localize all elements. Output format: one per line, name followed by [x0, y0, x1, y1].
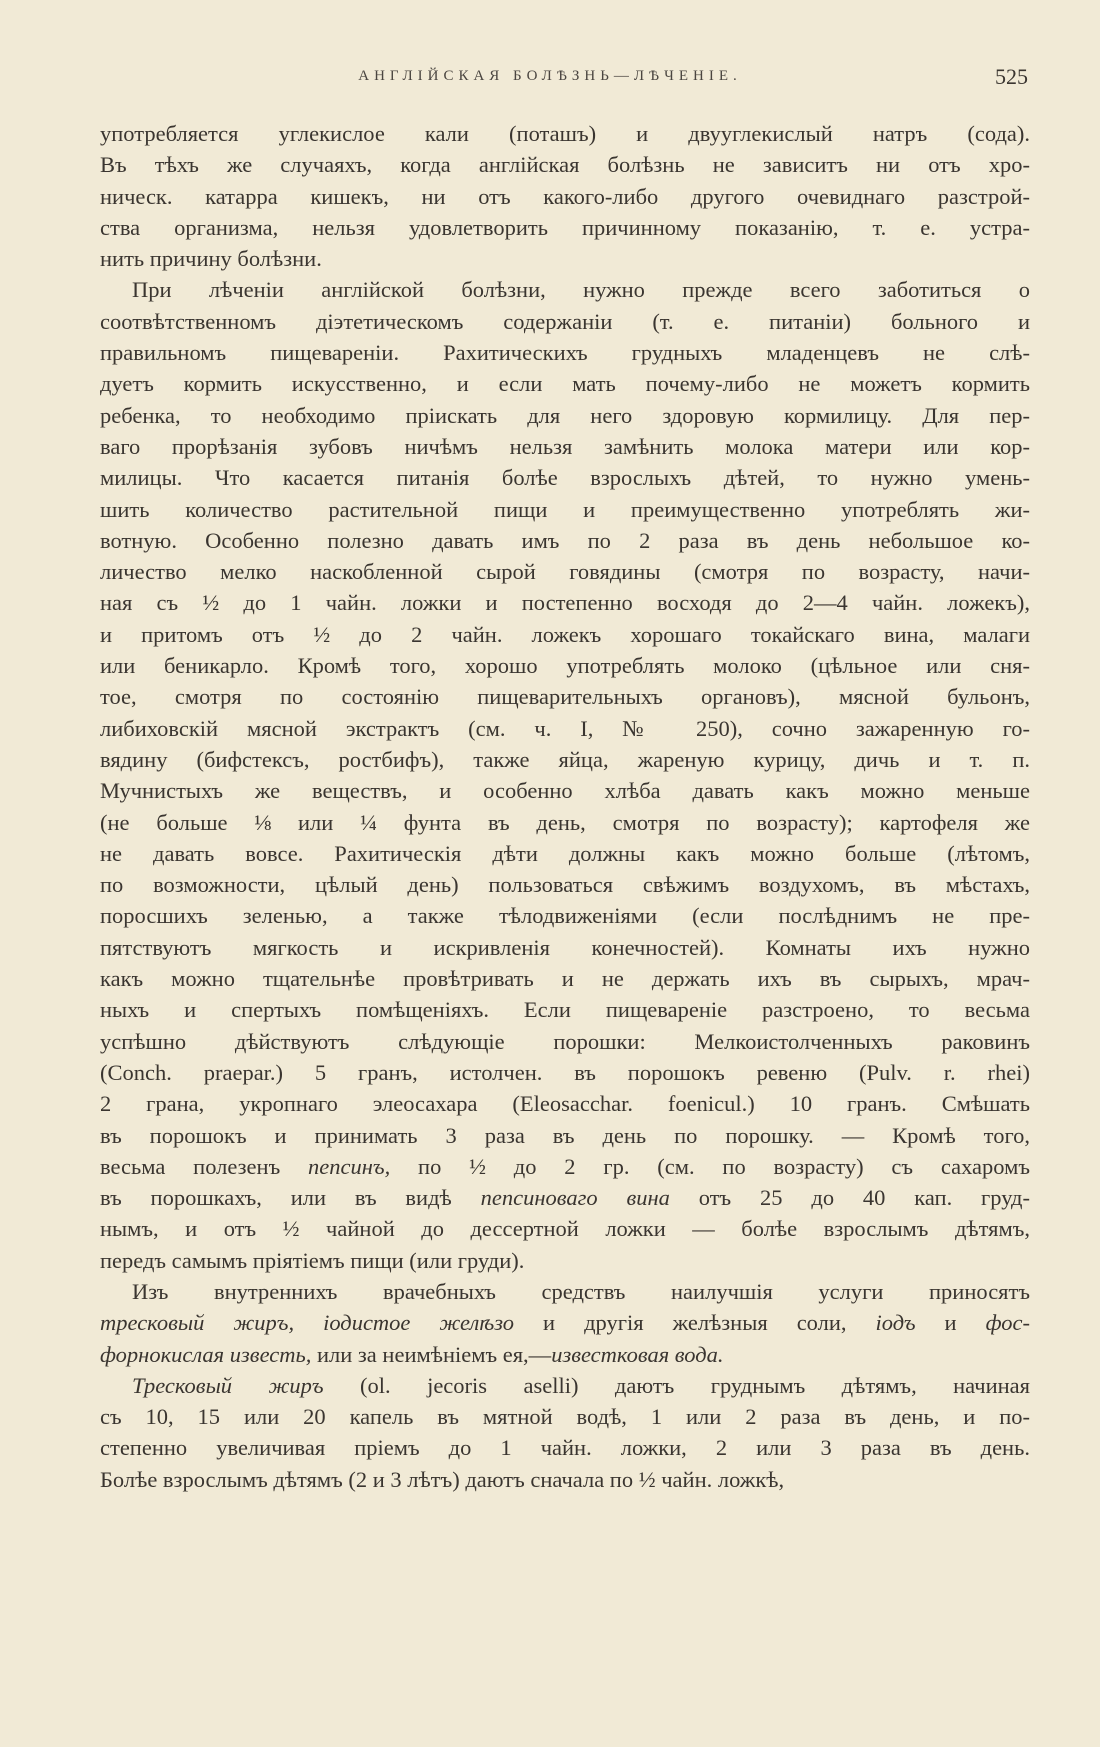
text-run: въ порошкахъ, или въ видѣ — [100, 1185, 481, 1211]
text-run: не давать вовсе. Рахитическія дѣти должны какъ можно больше (лѣтомъ, — [100, 840, 1030, 866]
text-run: и притомъ отъ ½ до 2 чайн. ложекъ хорошаго токайскаго вина, малаги — [100, 621, 1030, 647]
page-number: 525 — [995, 64, 1028, 89]
text-run: нымъ, и отъ ½ чайной до дессертной ложки — болѣе взрослымъ дѣтямъ, — [100, 1216, 1030, 1242]
text-line — [100, 118, 1030, 149]
text-run: (ol. jecoris aselli) даютъ груднымъ дѣтямъ, начиная — [323, 1372, 1030, 1398]
paragraph — [100, 274, 1030, 1276]
text-run: (Conch. praepar.) 5 гранъ, истолчен. въ порошокъ ревеню (Pulv. r. rhei) — [100, 1059, 1030, 1085]
italic-run: форнокислая известь, — [100, 1341, 312, 1367]
text-run: ства организма, нельзя удовлетворить причинному показанію, т. е. устра- — [100, 214, 1030, 240]
text-line — [100, 650, 1030, 681]
text-run: или беникарло. Кромѣ того, хорошо употреблять молоко (цѣльное или сня- — [100, 653, 1030, 679]
text-run: поросшихъ зеленью, а также тѣлодвиженіями (если послѣднимъ не пре- — [100, 903, 1030, 929]
text-run: ныхъ и спертыхъ помѣщеніяхъ. Если пищевареніе разстроено, то весьма — [100, 997, 1030, 1023]
text-line — [100, 587, 1030, 618]
text-line — [100, 619, 1030, 650]
text-line — [100, 744, 1030, 775]
text-run: нить причину болѣзни. — [100, 246, 322, 272]
text-line — [100, 400, 1030, 431]
text-line — [100, 368, 1030, 399]
text-line — [100, 900, 1030, 931]
text-line — [100, 1182, 1030, 1213]
italic-run: фос- — [985, 1310, 1030, 1336]
text-line — [100, 181, 1030, 212]
text-line — [100, 494, 1030, 525]
text-line — [100, 149, 1030, 180]
text-run: ническ. катарра кишекъ, ни отъ какого-либо другого очевиднаго разстрой- — [100, 183, 1030, 209]
text-run: въ порошокъ и принимать 3 раза въ день по порошку. — Кромѣ того, — [100, 1122, 1030, 1148]
text-line — [100, 838, 1030, 869]
text-line — [100, 1088, 1030, 1119]
text-line — [100, 1307, 1030, 1338]
text-line — [100, 1057, 1030, 1088]
text-run: Изъ внутреннихъ врачебныхъ средствъ наилучшія услуги приносятъ — [132, 1278, 1030, 1304]
text-run: успѣшно дѣйствуютъ слѣдующіе порошки: Мелкоистолченныхъ раковинъ — [100, 1028, 1030, 1054]
text-run: милицы. Что касается питанія болѣе взрослыхъ дѣтей, то нужно умень- — [100, 465, 1030, 491]
text-run: соотвѣтственномъ діэтетическомъ содержаніи (т. е. питаніи) больного и — [100, 308, 1030, 334]
body-text — [100, 118, 1030, 1495]
text-line — [100, 1401, 1030, 1432]
text-line — [100, 1464, 1030, 1495]
text-run: передъ самымъ пріятіемъ пищи (или груди). — [100, 1247, 525, 1273]
paragraph — [100, 118, 1030, 274]
text-run: весьма полезенъ — [100, 1153, 309, 1179]
text-run: личество мелко наскобленной сырой говядины (смотря по возрасту, начи- — [100, 559, 1030, 585]
paragraph — [100, 1370, 1030, 1495]
italic-run: іодъ — [875, 1310, 916, 1336]
text-line — [100, 1370, 1030, 1401]
italic-run: тресковый жиръ, іодистое желѣзо — [100, 1310, 515, 1336]
text-line — [100, 1276, 1030, 1307]
text-run: Въ тѣхъ же случаяхъ, когда англійская болѣзнь не зависитъ ни отъ хро- — [100, 152, 1030, 178]
text-run: Болѣе взрослымъ дѣтямъ (2 и 3 лѣтъ) даютъ сначала по ½ чайн. ложкѣ, — [100, 1466, 785, 1492]
text-line — [100, 462, 1030, 493]
text-run: отъ 25 до 40 кап. груд- — [669, 1185, 1030, 1211]
text-line — [100, 994, 1030, 1025]
text-line — [100, 1339, 1030, 1370]
text-line — [100, 963, 1030, 994]
text-run: ваго прорѣзанія зубовъ ничѣмъ нельзя замѣнить молока матери или кор- — [100, 433, 1030, 459]
text-line — [100, 869, 1030, 900]
text-run: съ 10, 15 или 20 капель въ мятной водѣ, 1 или 2 раза въ день, и по- — [100, 1404, 1030, 1430]
text-line — [100, 1213, 1030, 1244]
text-line — [100, 1245, 1030, 1276]
text-run: вотную. Особенно полезно давать имъ по 2 раза въ день небольшое ко- — [100, 527, 1030, 553]
text-run: При лѣченіи англійской болѣзни, нужно прежде всего заботиться о — [132, 277, 1030, 303]
text-run: степенно увеличивая пріемъ до 1 чайн. ложки, 2 или 3 раза въ день. — [100, 1435, 1030, 1461]
text-line — [100, 681, 1030, 712]
italic-run: пепсиноваго вина — [480, 1185, 670, 1211]
text-run: тое, смотря по состоянію пищеварительныхъ органовъ), мясной бульонъ, — [100, 684, 1030, 710]
text-line — [100, 431, 1030, 462]
text-line — [100, 775, 1030, 806]
text-run: пятствуютъ мягкость и искривленія конечностей). Комнаты ихъ нужно — [100, 934, 1030, 960]
text-run: по ½ до 2 гр. (см. по возрасту) съ сахаромъ — [390, 1153, 1030, 1179]
italic-run: пепсинъ, — [308, 1153, 391, 1179]
text-run: шить количество растительной пищи и преимущественно употреблять жи- — [100, 496, 1030, 522]
text-run: ребенка, то необходимо пріискать для него здоровую кормилицу. Для пер- — [100, 402, 1030, 428]
text-line — [100, 243, 1030, 274]
text-run: либиховскій мясной экстрактъ (см. ч. I, № 250), сочно зажаренную го- — [100, 715, 1030, 741]
paragraph — [100, 1276, 1030, 1370]
text-run: правильномъ пищевареніи. Рахитическихъ грудныхъ младенцевъ не слѣ- — [100, 340, 1030, 366]
text-run: дуетъ кормить искусственно, и если мать почему-либо не можетъ кормить — [100, 371, 1030, 397]
text-run: по возможности, цѣлый день) пользоваться свѣжимъ воздухомъ, въ мѣстахъ, — [100, 872, 1030, 898]
text-run: Мучнистыхъ же веществъ, и особенно хлѣба давать какъ можно меньше — [100, 778, 1030, 804]
text-line — [100, 556, 1030, 587]
text-line — [100, 1026, 1030, 1057]
text-line — [100, 1120, 1030, 1151]
text-run: употребляется углекислое кали (поташъ) и двууглекислый натръ (сода). — [100, 121, 1030, 146]
text-run: вядину (бифстексъ, ростбифъ), также яйца, жареную курицу, дичь и т. п. — [100, 746, 1030, 772]
text-run: какъ можно тщательнѣе провѣтривать и не держать ихъ въ сырыхъ, мрач- — [100, 966, 1030, 992]
text-line — [100, 807, 1030, 838]
text-run: 2 грана, укропнаго элеосахара (Eleosacchar. foenicul.) 10 гранъ. Смѣшать — [100, 1091, 1030, 1117]
text-line — [100, 932, 1030, 963]
text-line — [100, 274, 1030, 305]
text-run: или за неимѣніемъ ея,— — [311, 1341, 552, 1367]
italic-run: Тресковый жиръ — [132, 1372, 324, 1398]
text-line — [100, 212, 1030, 243]
running-head: АНГЛІЙСКАЯ БОЛѢЗНЬ—ЛѢЧЕНІЕ. — [358, 68, 742, 84]
text-line — [100, 525, 1030, 556]
text-line — [100, 306, 1030, 337]
page-header — [0, 64, 1100, 100]
italic-run: известковая вода. — [551, 1341, 724, 1367]
text-run: ная съ ½ до 1 чайн. ложки и постепенно восходя до 2—4 чайн. ложекъ), — [100, 590, 1030, 616]
text-line — [100, 713, 1030, 744]
text-line — [100, 337, 1030, 368]
text-run: и другія желѣзныя соли, — [514, 1310, 876, 1336]
text-run: (не больше ⅛ или ¼ фунта въ день, смотря по возрасту); картофеля же — [100, 809, 1030, 835]
text-line — [100, 1151, 1030, 1182]
text-run: и — [915, 1310, 986, 1336]
text-line — [100, 1432, 1030, 1463]
